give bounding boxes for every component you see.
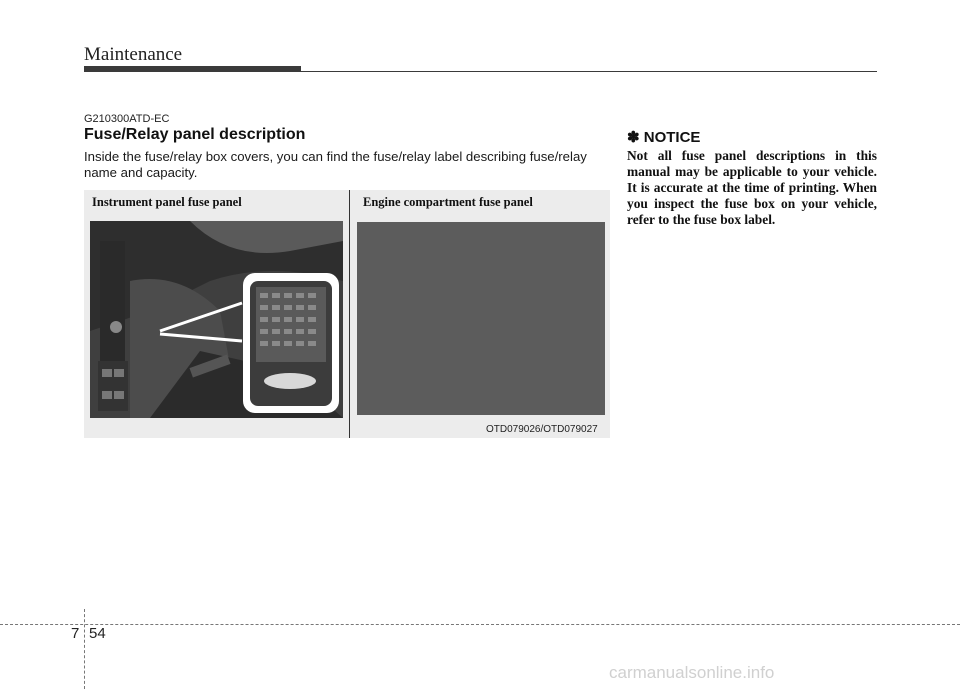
header-rule-thin <box>301 71 877 72</box>
page-header-title: Maintenance <box>84 44 183 65</box>
figure-code: OTD079026/OTD079027 <box>486 424 598 435</box>
page-number: 54 <box>89 625 106 642</box>
footer-vertical-rule <box>84 609 85 689</box>
figure-divider <box>349 190 350 438</box>
section-body: Inside the fuse/relay box covers, you can find the fuse/relay label describing fuse/relay name and capacity. <box>84 149 587 180</box>
dashboard-illustration <box>90 221 343 418</box>
watermark: carmanualsonline.info <box>609 663 775 682</box>
notice-title: ✽ NOTICE <box>627 129 701 146</box>
instrument-panel-photo <box>90 221 343 418</box>
footer-rule <box>0 624 960 625</box>
engine-compartment-label: Engine compartment fuse panel <box>363 195 533 209</box>
engine-compartment-photo <box>357 222 605 415</box>
notice-text: Not all fuse panel descriptions in this manual may be applicable to your vehicle. It is accurate at the time of printing. When you inspect the fuse box on your vehicle, refer to the fuse box label. <box>627 148 877 227</box>
instrument-panel-label: Instrument panel fuse panel <box>92 195 242 209</box>
chapter-number: 7 <box>71 625 80 642</box>
section-title: Fuse/Relay panel description <box>84 126 306 143</box>
section-code: G210300ATD-EC <box>84 113 170 125</box>
header-rule-thick <box>84 66 301 72</box>
